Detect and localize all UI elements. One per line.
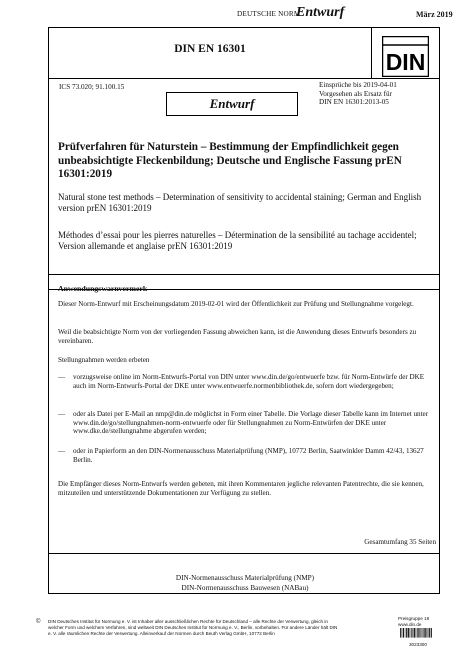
price-group: Preisgruppe 18 [398, 616, 430, 621]
title-english: Natural stone test methods – Determination of sensitivity to accidental staining; German and English version prEN 16301:2019 [58, 192, 422, 213]
list-item: oder als Datei per E-Mail an nmp@din.de möglichst in Form einer Tabelle. Die Vorlage dieser Tabelle kann im Internet unter www.din.de/go/stellungnahmen-norm-entwuerfe oder für Stellungnahmen zu Norm-Entwürfen der DKE unter www.dke.de/stellungnahme abgerufen werden; [73, 410, 429, 436]
copyright-icon: © [36, 619, 41, 625]
divider [371, 28, 372, 78]
objection-deadline: Einsprüche bis 2019-04-01 Vorgesehen als Ersatz für DIN EN 16301:2013-05 [319, 81, 397, 107]
copyright-text: DIN Deutsches Institut für Normung e. V. ist Inhaber aller ausschließlichen Rechte für Deutschland – alle Rechte der Verwertung, gleich in welcher Form und welchem Verfahren, sind weltweit DIN Deutsches Institut für Normung e. V., Berlin, vorbehalten. Für andere Länder hält DIN e. V. alle räumlichen Rechte der Verwertung. Alleinverkauf der Normen durch Beuth Verlag GmbH, 10772 Berlin [48, 619, 338, 636]
draft-label: Entwurf [296, 5, 345, 20]
list-item: oder in Papierform an den DIN-Normenausschuss Materialprüfung (NMP), 10772 Berlin, Saatwinkler Damm 42/43, 13627 Berlin. [73, 447, 424, 464]
cover-frame [48, 27, 440, 594]
ics-code: ICS 73.020; 91.100.15 [59, 83, 125, 91]
warning-paragraph: Weil die beabsichtigte Norm von der vorliegenden Fassung abweichen kann, ist die Anwendung dieses Entwurfs besonders zu vereinbaren. [58, 328, 417, 345]
document-number: DIN EN 16301 [174, 43, 246, 55]
list-dash: — [58, 410, 66, 418]
website: www.din.de [398, 622, 422, 627]
divider [49, 274, 439, 275]
patent-notice: Die Empfänger dieses Norm-Entwurfs werden gebeten, mit ihren Kommentaren jegliche relevanten Patentrechte, die sie kennen, mitzuteilen und unterstützende Dokumentationen zur Verfügung zu stellen. [58, 480, 424, 497]
committee-line: DIN-Normenausschuss Bauwesen (NABau) [181, 584, 309, 592]
list-item: vorzugsweise online im Norm-Entwurfs-Portal von DIN unter www.din.de/go/entwuerfe bzw. für Norm-Entwürfe der DKE auch im Norm-Entwurfs-Portal der DKE unter www.entwuerfe.normenbibliothek.de, sofern dort wiedergegeben; [73, 373, 425, 390]
list-dash: — [58, 447, 66, 455]
din-logo-icon [382, 36, 429, 77]
committee-line: DIN-Normenausschuss Materialprüfung (NMP) [175, 574, 315, 582]
norm-type-label: DEUTSCHE NORM [237, 10, 301, 18]
page-count: Gesamtumfang 35 Seiten [364, 538, 436, 546]
barcode-icon [396, 628, 436, 640]
warning-heading: Anwendungswarnvermerk [58, 284, 148, 293]
barcode-number: 3023300 [409, 642, 427, 647]
list-dash: — [58, 373, 66, 381]
issue-date: März 2019 [416, 10, 453, 19]
divider [49, 78, 439, 79]
divider [49, 553, 439, 554]
draft-box: Entwurf [166, 92, 298, 116]
logo-text: DIN [385, 49, 426, 75]
title-french: Méthodes d’essai pour les pierres naturelles – Détermination de la sensibilité au tachage accidentel; Version allemande et anglaise prEN 16301:2019 [58, 230, 417, 251]
warning-paragraph: Dieser Norm-Entwurf mit Erscheinungsdatum 2019-02-01 wird der Öffentlichkeit zur Prüfung und Stellungnahme vorgelegt. [58, 300, 414, 308]
comments-intro: Stellungnahmen werden erbeten [58, 356, 150, 364]
title-german: Prüfverfahren für Naturstein – Bestimmung der Empfindlichkeit gegen unbeabsichtigte Fleckenbildung; Deutsche und Englische Fassung prEN 16301:2019 [58, 141, 402, 181]
